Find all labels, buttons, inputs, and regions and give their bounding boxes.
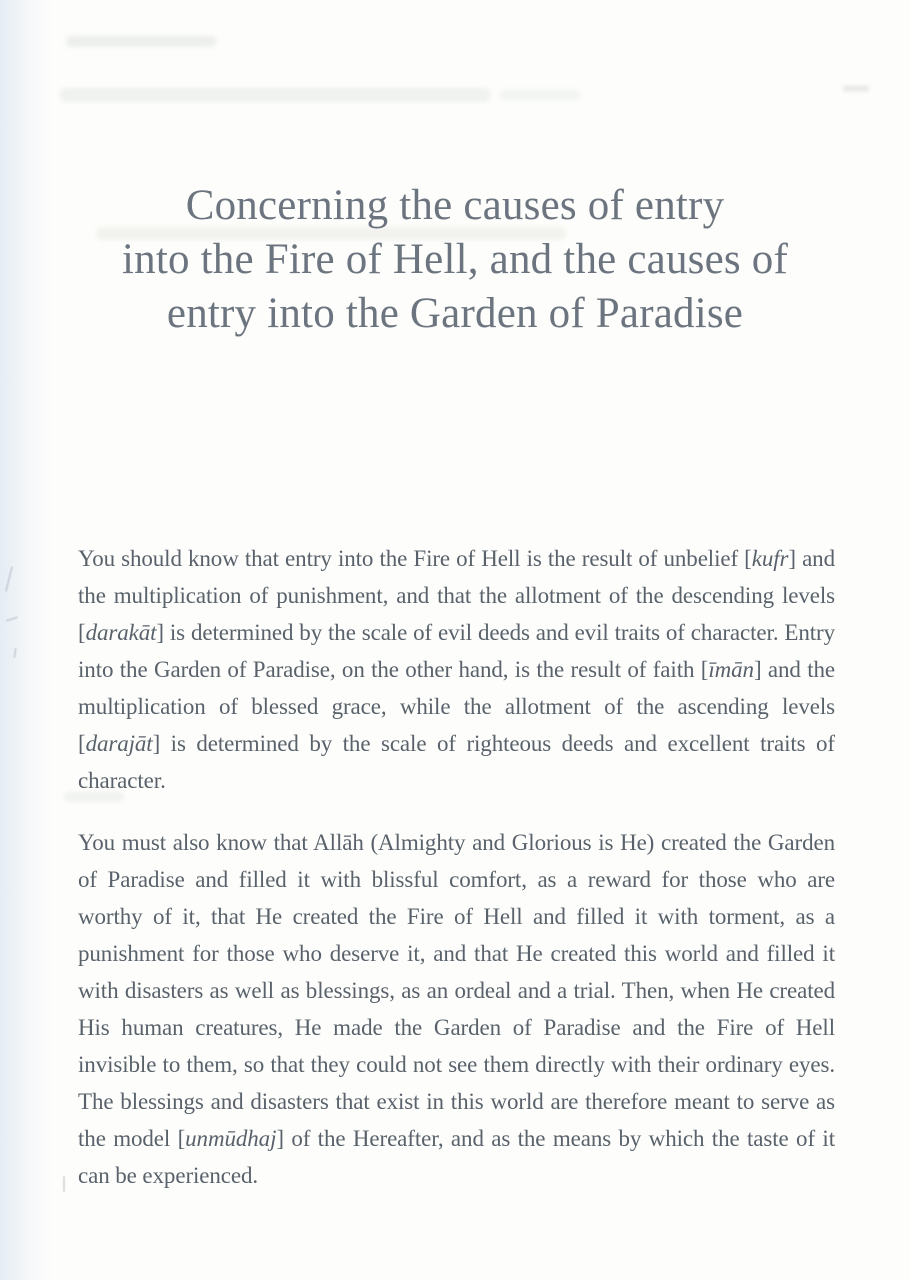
chapter-title-line: entry into the Garden of Paradise [166,290,744,337]
body-text [78,540,835,1194]
chapter-title [0,179,910,341]
body-text-segment: ] is determined by the scale of evil deeds and evil traits of character. Entry into the Garden of Paradise, on the other hand, is the result of faith [ [78,620,835,682]
margin-pencil-mark [13,648,16,658]
scan-artifact [60,88,490,102]
transliteration-term: darajāt [85,731,153,756]
transliteration-term: īmān [708,657,754,682]
body-text-segment: ] and the multiplication of blessed grace, while the allotment of the ascending levels [ [78,657,835,756]
scan-artifact [66,36,216,47]
transliteration-term: kufr [751,546,789,571]
transliteration-term: darakāt [85,620,157,645]
transliteration-term: unmūdhaj [185,1126,277,1151]
body-text-segment: You must also know that Allāh (Almighty and Glorious is He) created the Garden of Paradise and filled it with blissful comfort, as a reward for those who are worthy of it, that He created the Fire of Hell and filled it with torment, as a punishment for those who deserve it, and that He created this world and filled it with disasters as well as blessings, as an ordeal and a trial. Then, when He created His human creatures, He made the Garden of Paradise and the Fire of Hell invisible to them, so that they could not see them directly with their ordinary eyes. The blessings and disasters that exist in this world are therefore meant to serve as the model [ [78,830,835,1151]
scan-artifact [500,90,580,100]
chapter-title-line: Concerning the causes of entry [185,182,725,229]
paragraph [78,824,835,1194]
paragraph [78,540,835,799]
scan-artifact [843,86,869,91]
body-text-segment: You should know that entry into the Fire of Hell is the result of unbelief [ [78,546,752,571]
margin-pencil-mark [63,1176,65,1192]
chapter-title-line: into the Fire of Hell, and the causes of [122,236,788,283]
body-text-segment: ] is determined by the scale of righteous deeds and excellent traits of character. [78,731,835,793]
body-text-segment: ] of the Hereafter, and as the means by which the taste of it can be experienced. [78,1126,835,1188]
body-text-segment: ] and the multiplication of punishment, and that the allotment of the descending levels [ [78,546,835,645]
margin-pencil-mark [5,566,13,592]
margin-pencil-mark [6,616,18,622]
